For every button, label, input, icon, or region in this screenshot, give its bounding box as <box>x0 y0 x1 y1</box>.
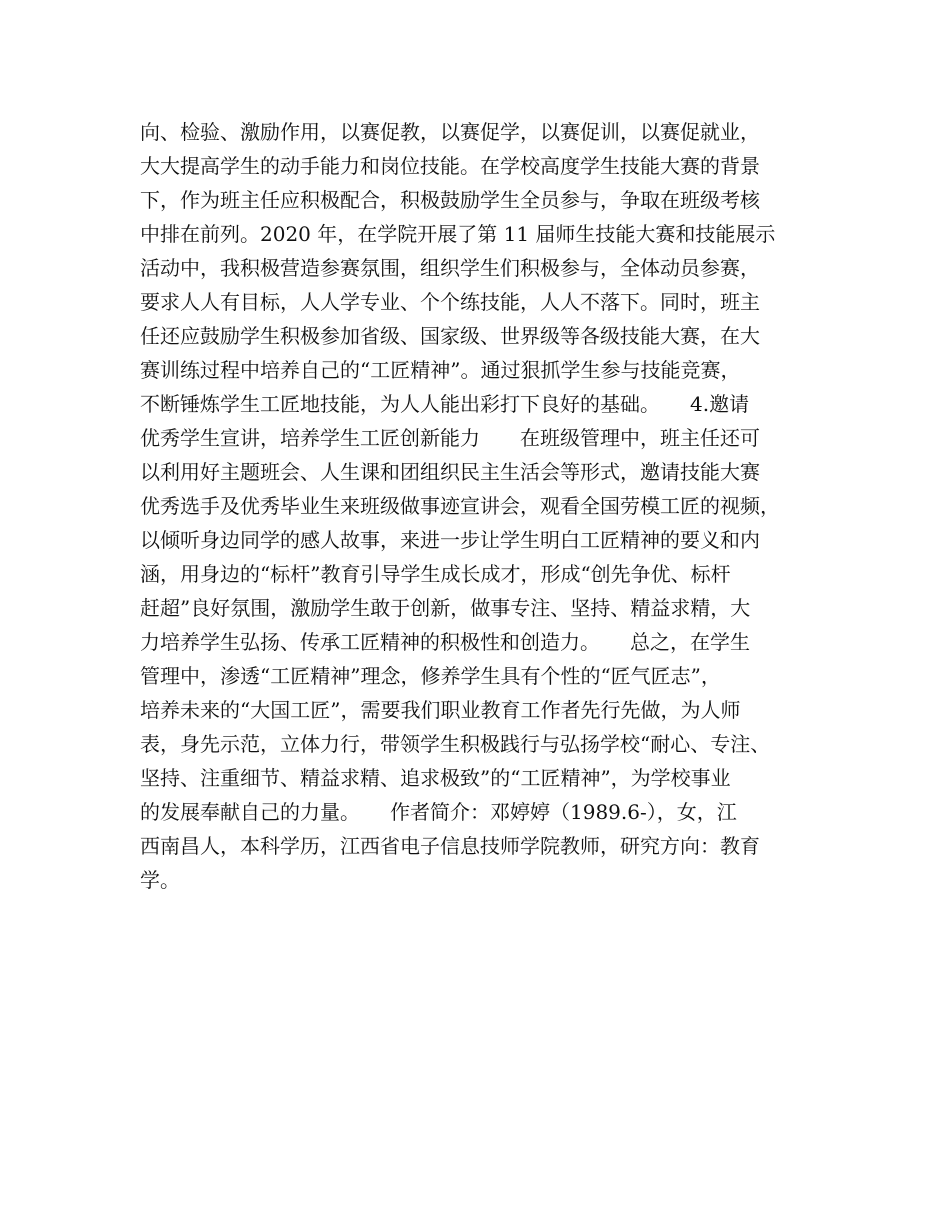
text-line: 涵，用身边的“标杆”教育引导学生成长成才，形成“创先争优、标杆 <box>140 562 731 586</box>
text-line: 任还应鼓励学生积极参加省级、国家级、世界级等各级技能大赛，在大 <box>140 324 760 348</box>
text-line: 向、检验、激励作用，以赛促教，以赛促学，以赛促训，以赛促就业， <box>140 120 760 144</box>
text-line: 不断锤炼学生工匠地技能，为人人能出彩打下良好的基础。 4.邀请 <box>140 392 750 416</box>
text-line: 中排在前列。2020 年，在学院开展了第 11 届师生技能大赛和技能展示 <box>140 222 776 246</box>
text-line: 的发展奉献自己的力量。 作者简介：邓婷婷（1989.6-），女，江 <box>140 800 737 824</box>
text-line: 活动中，我积极营造参赛氛围，组织学生们积极参与，全体动员参赛， <box>140 256 760 280</box>
text-line: 优秀学生宣讲，培养学生工匠创新能力 在班级管理中，班主任还可 <box>140 426 760 450</box>
text-line: 大大提高学生的动手能力和岗位技能。在学校高度学生技能大赛的背景 <box>140 154 760 178</box>
text-line: 培养未来的“大国工匠”，需要我们职业教育工作者先行先做，为人师 <box>140 698 741 722</box>
text-line: 要求人人有目标，人人学专业、个个练技能，人人不落下。同时，班主 <box>140 290 760 314</box>
text-line: 表，身先示范，立体力行，带领学生积极践行与弘扬学校“耐心、专注、 <box>140 732 771 756</box>
body-text <box>140 115 820 897</box>
text-line: 下，作为班主任应积极配合，积极鼓励学生全员参与，争取在班级考核 <box>140 188 760 212</box>
text-line: 力培养学生弘扬、传承工匠精神的积极性和创造力。 总之，在学生 <box>140 630 750 654</box>
text-line: 优秀选手及优秀毕业生来班级做事迹宣讲会，观看全国劳模工匠的视频， <box>140 494 780 518</box>
text-line: 赛训练过程中培养自己的“工匠精神”。通过狠抓学生参与技能竞赛， <box>140 358 741 382</box>
text-line: 管理中，渗透“工匠精神”理念，修养学生具有个性的“匠气匠志”， <box>140 664 721 688</box>
text-line: 以利用好主题班会、人生课和团组织民主生活会等形式，邀请技能大赛 <box>140 460 760 484</box>
text-line: 西南昌人，本科学历，江西省电子信息技师学院教师，研究方向：教育 <box>140 834 760 858</box>
text-line: 以倾听身边同学的感人故事，来进一步让学生明白工匠精神的要义和内 <box>140 528 760 552</box>
text-line: 坚持、注重细节、精益求精、追求极致”的“工匠精神”，为学校事业 <box>140 766 731 790</box>
text-line: 赶超”良好氛围，激励学生敢于创新，做事专注、坚持、精益求精，大 <box>140 596 751 620</box>
text-line: 学。 <box>140 868 180 892</box>
